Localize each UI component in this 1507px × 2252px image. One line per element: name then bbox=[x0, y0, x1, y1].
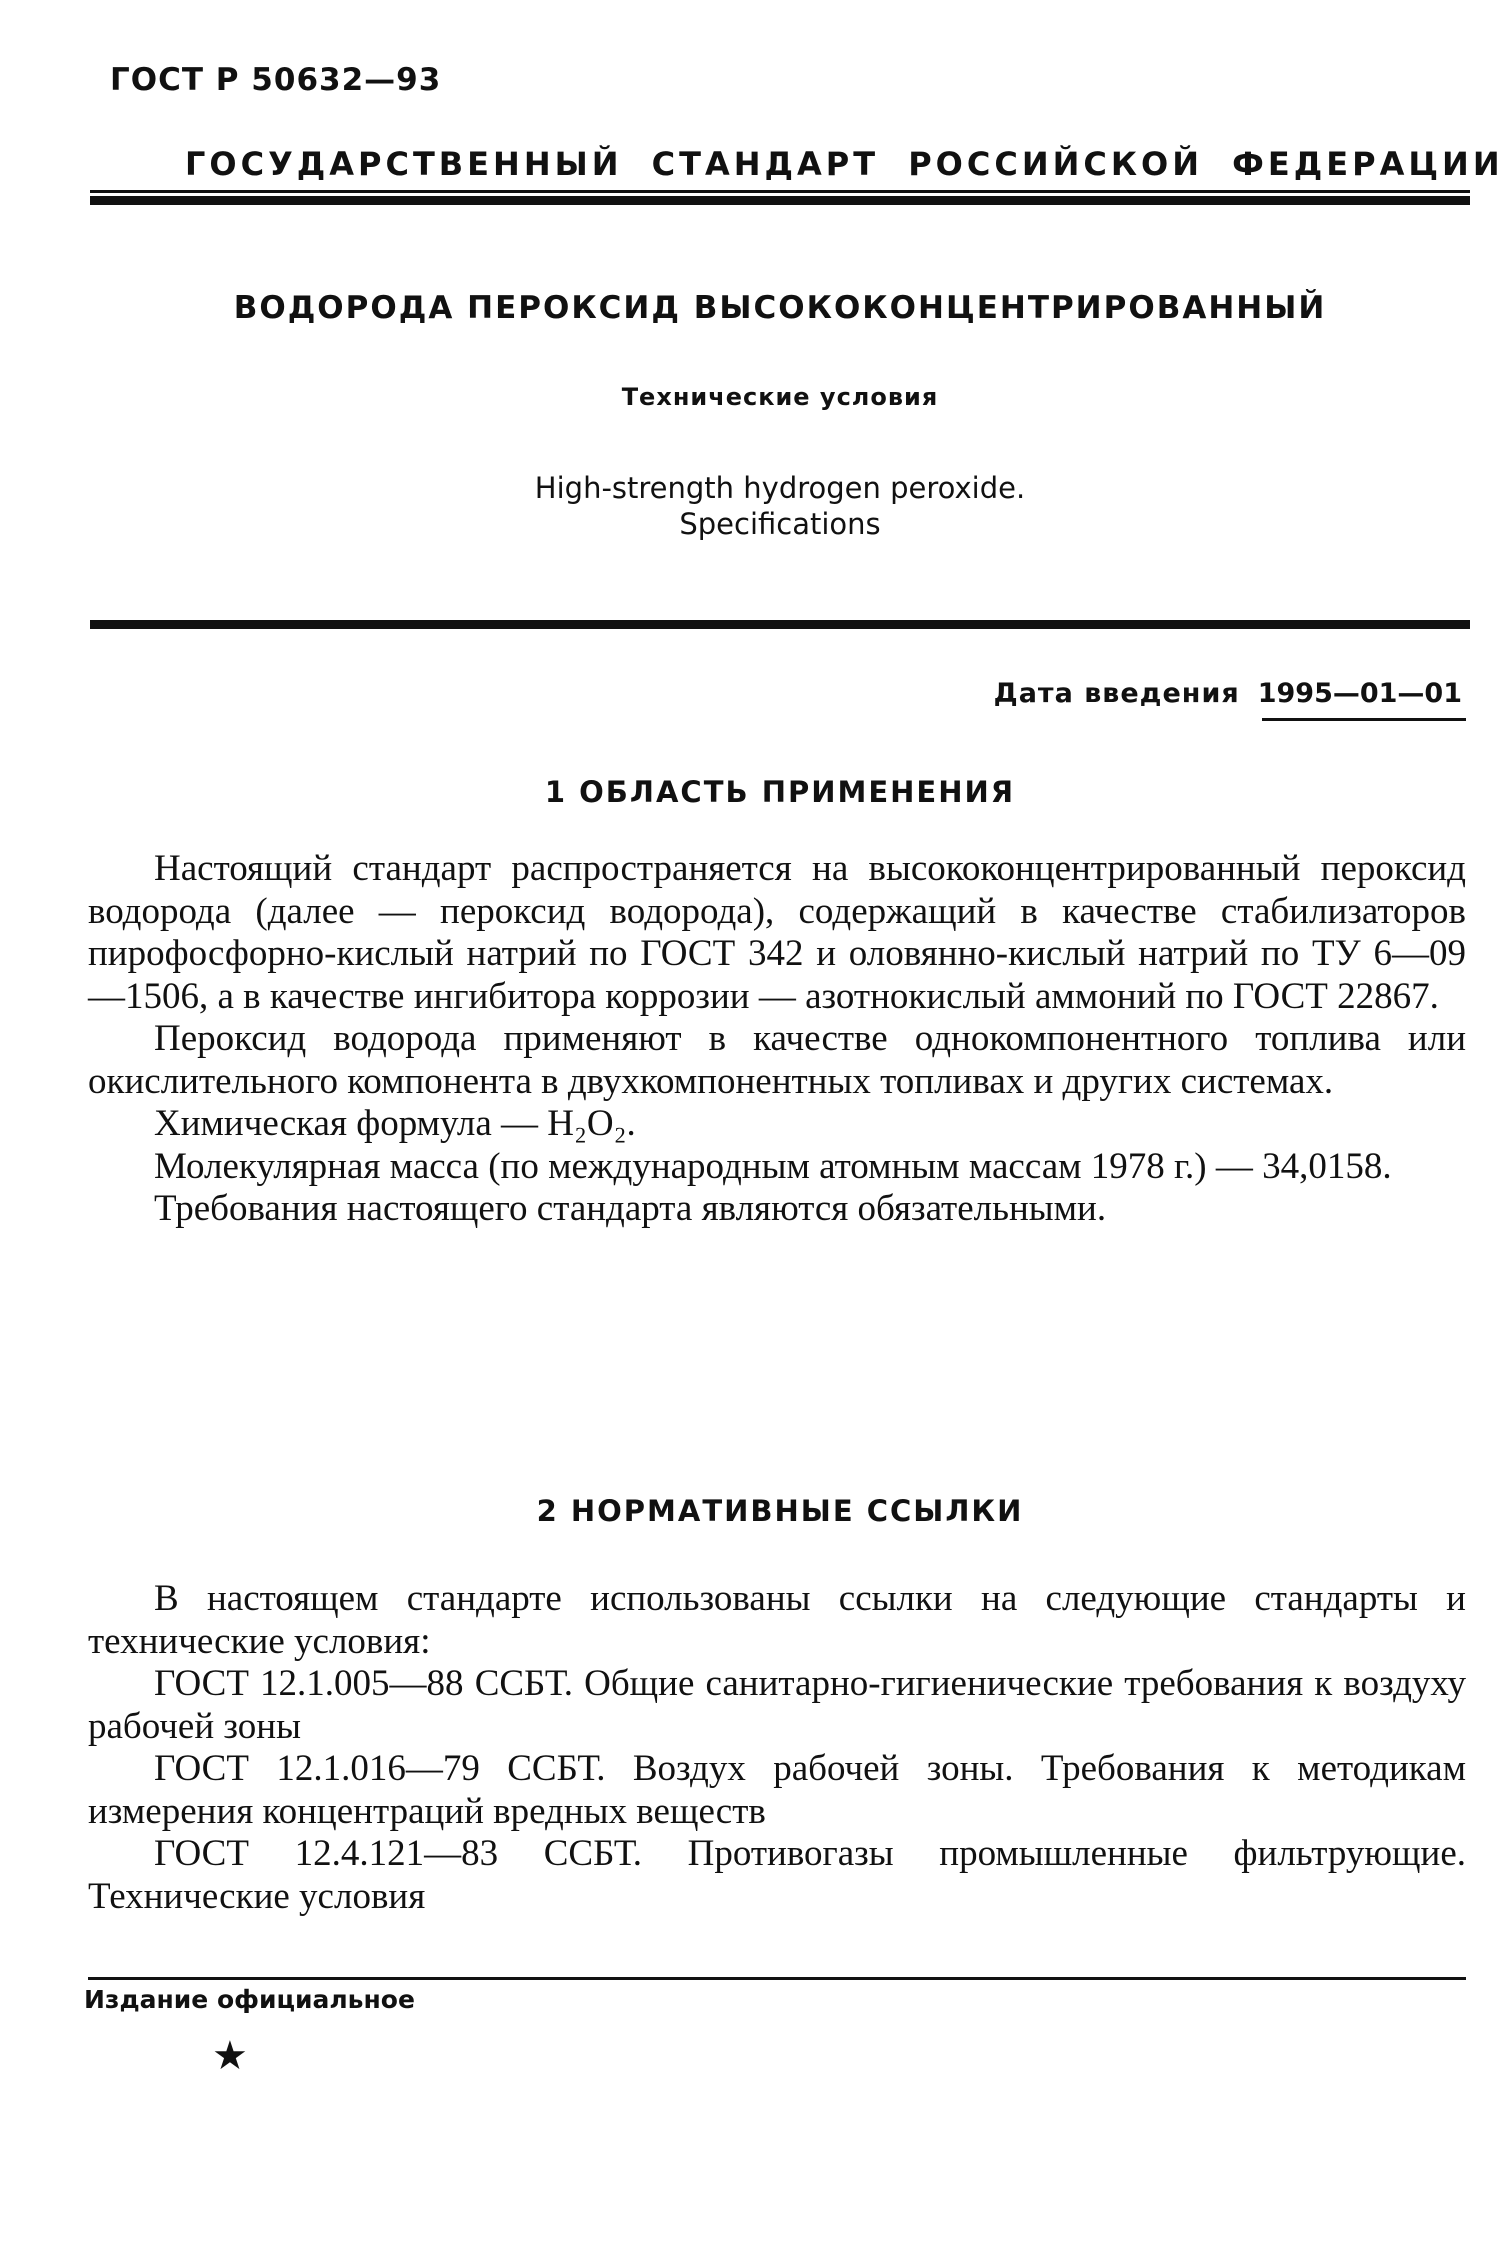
section-1-paragraph: Химическая формула — H₂O₂. bbox=[154, 1103, 636, 1144]
english-title-line-1: High-strength hydrogen peroxide. bbox=[534, 471, 1026, 505]
section-1-paragraph: Настоящий стандарт распространяется на высококонцентрированный пероксид водорода (далее — пероксид водорода), содержащий в качестве стабилизаторов пирофосфорно-кислый натрий по ГОСТ 342 и оловянно-кислый натрий по ТУ 6—09—1506, а в качестве ингибитора коррозии — азотнокислый аммоний по ГОСТ 22867. bbox=[88, 848, 1466, 1017]
section-2-body bbox=[88, 1578, 1466, 1918]
footer-rule bbox=[88, 1977, 1466, 1980]
introduction-date-label: Дата введения bbox=[993, 678, 1240, 709]
document-number: ГОСТ Р 50632—93 bbox=[110, 62, 442, 98]
introduction-date bbox=[994, 678, 1462, 709]
date-underline bbox=[1262, 718, 1466, 721]
section-2-paragraph: В настоящем стандарте использованы ссылки на следующие стандарты и технические условия: bbox=[88, 1578, 1466, 1662]
state-standard-title: ГОСУДАРСТВЕННЫЙ СТАНДАРТ РОССИЙСКОЙ ФЕДЕРАЦИИ bbox=[185, 145, 1504, 183]
product-title: ВОДОРОДА ПЕРОКСИД ВЫСОКОКОНЦЕНТРИРОВАННЫЙ bbox=[233, 290, 1327, 326]
english-title bbox=[90, 470, 1470, 542]
header-rule-thin bbox=[90, 190, 1470, 193]
header-rule bbox=[90, 196, 1470, 205]
section-2-paragraph: ГОСТ 12.4.121—83 ССБТ. Противогазы промышленные фильтрующие. Технические условия bbox=[88, 1833, 1466, 1917]
section-2-heading: 2 НОРМАТИВНЫЕ ССЫЛКИ bbox=[536, 1494, 1024, 1528]
section-1-paragraph: Молекулярная масса (по международным атомным массам 1978 г.) — 34,0158. bbox=[154, 1145, 1392, 1187]
star-icon: ★ bbox=[212, 2033, 248, 2079]
section-1-body bbox=[88, 848, 1466, 1231]
section-2-paragraph: ГОСТ 12.1.016—79 ССБТ. Воздух рабочей зоны. Требования к методикам измерения концентраций вредных веществ bbox=[88, 1748, 1466, 1832]
introduction-date-value: 1995—01—01 bbox=[1257, 678, 1462, 709]
section-1-paragraph: Пероксид водорода применяют в качестве однокомпонентного топлива или окислительного компонента в двухкомпонентных топливах и других системах. bbox=[88, 1018, 1466, 1102]
title-rule bbox=[90, 620, 1470, 629]
document-subtitle: Технические условия bbox=[621, 383, 939, 411]
edition-label: Издание официальное bbox=[84, 1985, 415, 2014]
english-title-line-2: Specifications bbox=[679, 507, 881, 541]
section-2-paragraph: ГОСТ 12.1.005—88 ССБТ. Общие санитарно-гигиенические требования к воздуху рабочей зоны bbox=[88, 1663, 1466, 1747]
section-1-heading: 1 ОБЛАСТЬ ПРИМЕНЕНИЯ bbox=[544, 775, 1016, 809]
section-1-paragraph: Требования настоящего стандарта являются обязательными. bbox=[154, 1188, 1107, 1229]
